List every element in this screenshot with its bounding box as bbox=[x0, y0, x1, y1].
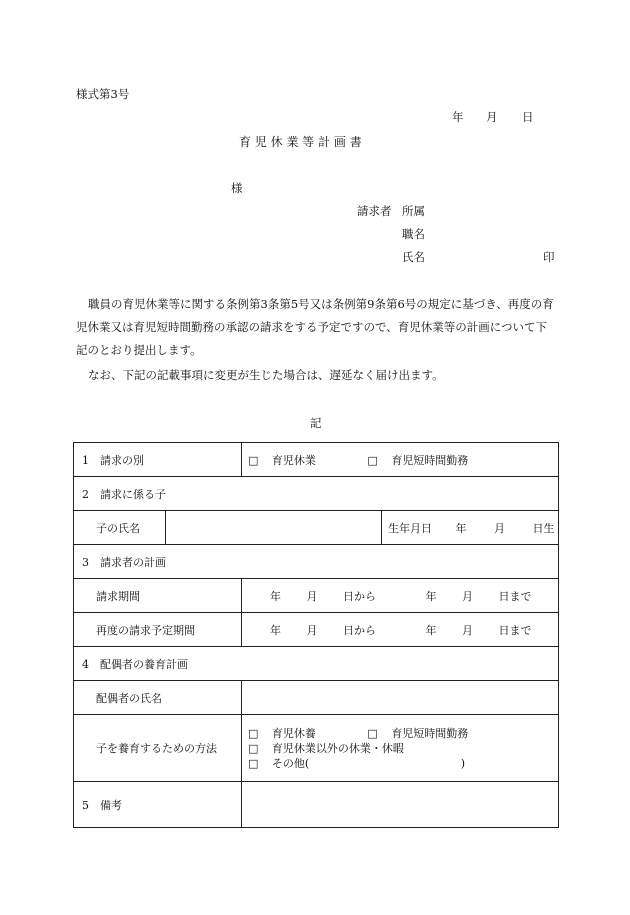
row-care-method bbox=[74, 715, 559, 782]
birthdate-label: 生年月日 bbox=[388, 521, 432, 535]
affiliation-label: 所属 bbox=[402, 204, 425, 218]
date-day: 日 bbox=[522, 110, 534, 124]
request-period-label: 請求期間 bbox=[74, 579, 242, 613]
form-number: 様式第3号 bbox=[76, 87, 130, 101]
child-name-label: 子の氏名 bbox=[74, 511, 166, 545]
checkbox-spouse-short-hours[interactable]: □ bbox=[367, 726, 378, 740]
row-request-type bbox=[74, 443, 559, 477]
document-title: 育 児 休 業 等 計 画 書 bbox=[239, 135, 362, 149]
date-year: 年 bbox=[452, 110, 464, 124]
birth-day: 日生 bbox=[532, 521, 555, 535]
remarks-field[interactable] bbox=[242, 782, 559, 828]
checkbox-spouse-childcare[interactable]: □ bbox=[248, 726, 259, 740]
requester-label: 請求者 bbox=[357, 204, 392, 218]
name-label: 氏名 bbox=[402, 250, 425, 264]
row-spouse-header bbox=[74, 647, 559, 681]
body-paragraph-1: 職員の育児休業等に関する条例第3条第5号又は条例第9条第6号の規定に基づき、再度の育児休業又は育児短時間勤務の承認の請求をする予定ですので、育児休業等の計画について下記のとおり提出します。 bbox=[76, 297, 554, 357]
option-short-hours: 育児短時間勤務 bbox=[391, 453, 469, 467]
child-birthdate bbox=[382, 511, 559, 545]
child-name-field[interactable] bbox=[166, 511, 382, 545]
birth-year: 年 bbox=[455, 521, 467, 535]
row-child-info bbox=[74, 511, 559, 545]
plan-section-label: 3 請求者の計画 bbox=[74, 545, 559, 579]
row-replan-period bbox=[74, 613, 559, 647]
checkbox-other-leave[interactable]: □ bbox=[248, 741, 259, 755]
child-section-label: 2 請求に係る子 bbox=[74, 477, 559, 511]
request-period-field[interactable]: 年 月 日から 年 月 日まで bbox=[242, 579, 559, 613]
checkbox-childcare-leave[interactable]: □ bbox=[248, 453, 259, 467]
date-month: 月 bbox=[486, 110, 498, 124]
care-method-options bbox=[242, 715, 559, 782]
option-spouse-short-hours: 育児短時間勤務 bbox=[391, 726, 469, 740]
option-other-leave: 育児休業以外の休業・休暇 bbox=[271, 741, 404, 755]
option-spouse-childcare: 育児休養 bbox=[271, 726, 316, 740]
request-type-options bbox=[242, 443, 559, 477]
birth-month: 月 bbox=[494, 521, 505, 535]
seal-mark: 印 bbox=[543, 250, 555, 264]
addressee-suffix: 様 bbox=[231, 181, 243, 195]
row-remarks bbox=[74, 782, 559, 828]
ki-heading: 記 bbox=[310, 416, 322, 430]
checkbox-other[interactable]: □ bbox=[248, 756, 259, 770]
remarks-label: 5 備考 bbox=[74, 782, 242, 828]
replan-period-label: 再度の請求予定期間 bbox=[74, 613, 242, 647]
checkbox-short-hours[interactable]: □ bbox=[367, 453, 378, 467]
option-other-close: ) bbox=[460, 756, 465, 770]
replan-period-field[interactable]: 年 月 日から 年 月 日まで bbox=[242, 613, 559, 647]
row-child-header bbox=[74, 477, 559, 511]
request-type-label: 1 請求の別 bbox=[74, 443, 242, 477]
care-method-label: 子を養育するための方法 bbox=[74, 715, 242, 782]
spouse-section-label: 4 配偶者の養育計画 bbox=[74, 647, 559, 681]
position-label: 職名 bbox=[402, 227, 425, 241]
body-paragraph-2: なお、下記の記載事項に変更が生じた場合は、遅延なく届け出ます。 bbox=[88, 368, 444, 382]
spouse-name-label: 配偶者の氏名 bbox=[74, 681, 242, 715]
row-plan-header bbox=[74, 545, 559, 579]
option-other: その他( bbox=[271, 756, 310, 770]
plan-table bbox=[73, 442, 559, 828]
option-childcare-leave: 育児休業 bbox=[271, 453, 316, 467]
spouse-name-field[interactable] bbox=[242, 681, 559, 715]
row-request-period bbox=[74, 579, 559, 613]
row-spouse-name bbox=[74, 681, 559, 715]
